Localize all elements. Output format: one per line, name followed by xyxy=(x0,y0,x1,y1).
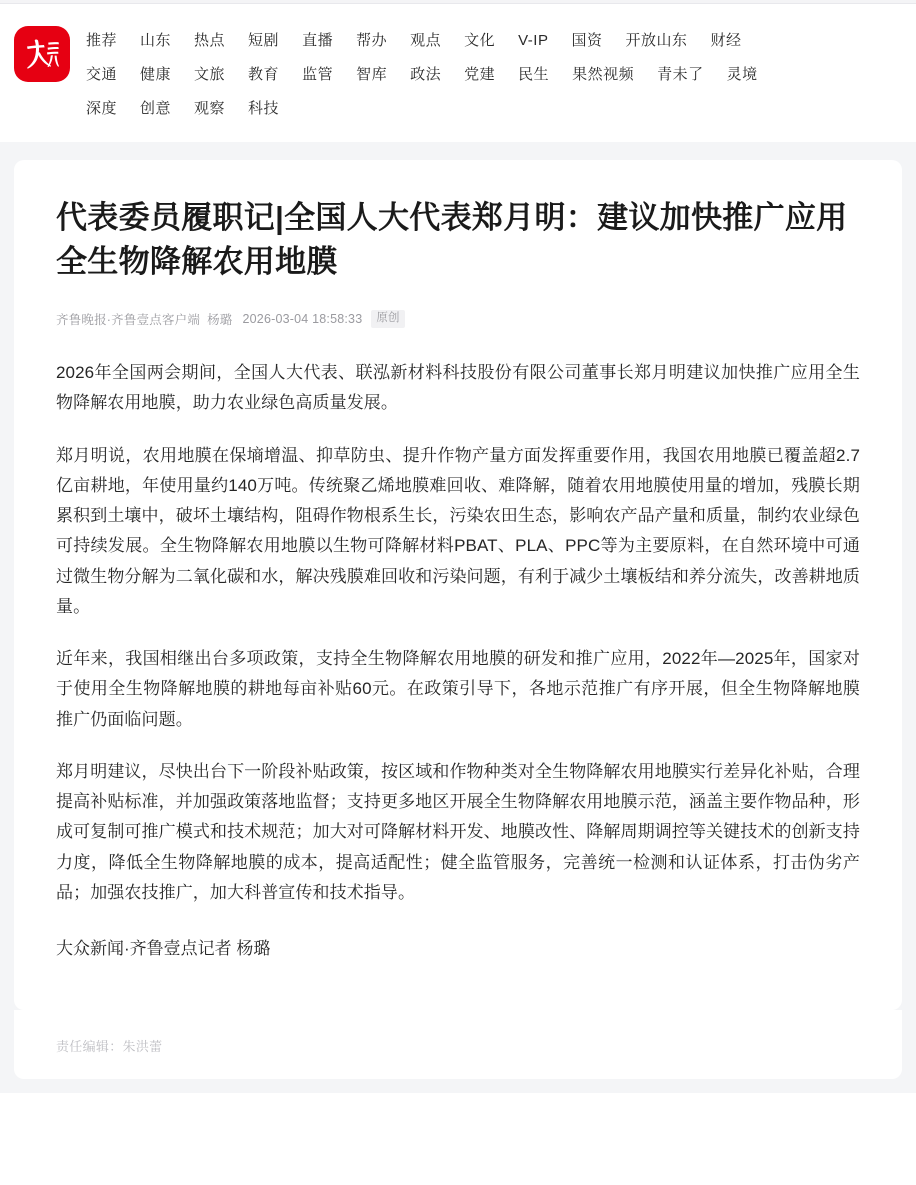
nav-item-qingweiliao[interactable]: 青未了 xyxy=(657,66,704,83)
nav-item-keji[interactable]: 科技 xyxy=(248,100,280,117)
nav-item-tuijian[interactable]: 推荐 xyxy=(86,32,118,49)
site-header xyxy=(0,4,916,142)
editor-label: 责任编辑： xyxy=(56,1039,123,1055)
nav-row-1 xyxy=(86,24,902,58)
article-body xyxy=(56,358,860,908)
article-paragraph-2: 郑月明说，农用地膜在保墒增温、抑草防虫、提升作物产量方面发挥重要作用，我国农用地膜已覆盖超2.7亿亩耕地，年使用量约140万吨。传统聚乙烯地膜难回收、难降解，随着农用地膜使用量的增加，残膜长期累积到土壤中，破坏土壤结构，阻碍作物根系生长，污染农田生态，影响农产品产量和质量，制约农业绿色可持续发展。全生物降解农用地膜以生物可降解材料PBAT、PLA、PPC等为主要原料，在自然环境中可通过微生物分解为二氧化碳和水，解决残膜难回收和污染问题，有利于减少土壤板结和养分流失，改善耕地质量。 xyxy=(56,445,860,616)
nav-item-bangban[interactable]: 帮办 xyxy=(356,32,388,49)
nav-item-vip[interactable]: V-IP xyxy=(518,32,549,49)
nav-item-guozi[interactable]: 国资 xyxy=(571,32,603,49)
header-inner xyxy=(0,22,916,126)
nav-item-caijing[interactable]: 财经 xyxy=(710,32,742,49)
nav-item-zhiku[interactable]: 智库 xyxy=(356,66,388,83)
meta-timestamp: 2026-03-04 18:58:33 xyxy=(242,312,363,327)
nav-item-dangjian[interactable]: 党建 xyxy=(464,66,496,83)
article-signoff: 大众新闻·齐鲁壹点记者 杨璐 xyxy=(56,939,271,959)
article-paragraph-1: 2026年全国两会期间，全国人大代表、联泓新材料科技股份有限公司董事长郑月明建议加快推广应用全生物降解农用地膜，助力农业绿色高质量发展。 xyxy=(56,363,860,413)
nav-item-wenlv[interactable]: 文旅 xyxy=(194,66,226,83)
meta-source: 齐鲁晚报·齐鲁壹点客户端 xyxy=(56,313,201,328)
nav-item-kaifangshandong[interactable]: 开放山东 xyxy=(625,32,688,49)
editor-name: 朱洪蕾 xyxy=(122,1039,163,1055)
article-card xyxy=(14,160,902,1010)
nav-item-zhengfa[interactable]: 政法 xyxy=(410,66,442,83)
nav-item-shandong[interactable]: 山东 xyxy=(140,32,172,49)
meta-author: 杨璐 xyxy=(207,313,233,328)
nav-row-3 xyxy=(86,92,902,126)
site-logo[interactable] xyxy=(14,26,70,82)
article-card-zone xyxy=(0,142,916,1093)
nav-item-lingjing[interactable]: 灵境 xyxy=(726,66,758,83)
nav-item-jianguan[interactable]: 监管 xyxy=(302,66,334,83)
nav-item-zhibo[interactable]: 直播 xyxy=(302,32,334,49)
nav-item-jiankang[interactable]: 健康 xyxy=(140,66,172,83)
article-paragraph-4: 郑月明建议，尽快出台下一阶段补贴政策，按区域和作物种类对全生物降解农用地膜实行差异化补贴，合理提高补贴标准，并加强政策落地监督；支持更多地区开展全生物降解农用地膜示范，涵盖主要作物品种，形成可复制可推广模式和技术规范；加大对可降解材料开发、地膜改性、降解周期调控等关键技术的创新支持力度，降低全生物降解地膜的成本，提高适配性；健全监管服务，完善统一检测和认证体系，打击伪劣产品；加强农技推广，加大科普宣传和技术指导。 xyxy=(56,761,860,902)
nav-row-2 xyxy=(86,58,902,92)
nav-item-duanju[interactable]: 短剧 xyxy=(248,32,280,49)
main-nav xyxy=(86,22,902,126)
nav-item-guancha[interactable]: 观察 xyxy=(194,100,226,117)
nav-item-shendu[interactable]: 深度 xyxy=(86,100,118,117)
nav-item-wenhua[interactable]: 文化 xyxy=(464,32,496,49)
nav-item-redian[interactable]: 热点 xyxy=(194,32,226,49)
nav-item-guoranshipin[interactable]: 果然视频 xyxy=(572,66,635,83)
nav-item-jiaotong[interactable]: 交通 xyxy=(86,66,118,83)
article-meta xyxy=(56,310,860,328)
nav-item-minsheng[interactable]: 民生 xyxy=(518,66,550,83)
article-paragraph-3: 近年来，我国相继出台多项政策，支持全生物降解农用地膜的研发和推广应用，2022年—2025年，国家对于使用全生物降解地膜的耕地每亩补贴60元。在政策引导下，各地示范推广有序开展，但全生物降解地膜推广仍面临问题。 xyxy=(56,649,860,729)
status-badge: 原创 xyxy=(371,310,404,328)
page-title: 代表委员履职记|全国人大代表郑月明：建议加快推广应用全生物降解农用地膜 xyxy=(56,200,848,280)
editor-credit xyxy=(14,1010,902,1079)
nav-item-jiaoyu[interactable]: 教育 xyxy=(248,66,280,83)
nav-item-chuangyi[interactable]: 创意 xyxy=(140,100,172,117)
page-tail xyxy=(0,1093,916,1185)
nav-item-guandian[interactable]: 观点 xyxy=(410,32,442,49)
